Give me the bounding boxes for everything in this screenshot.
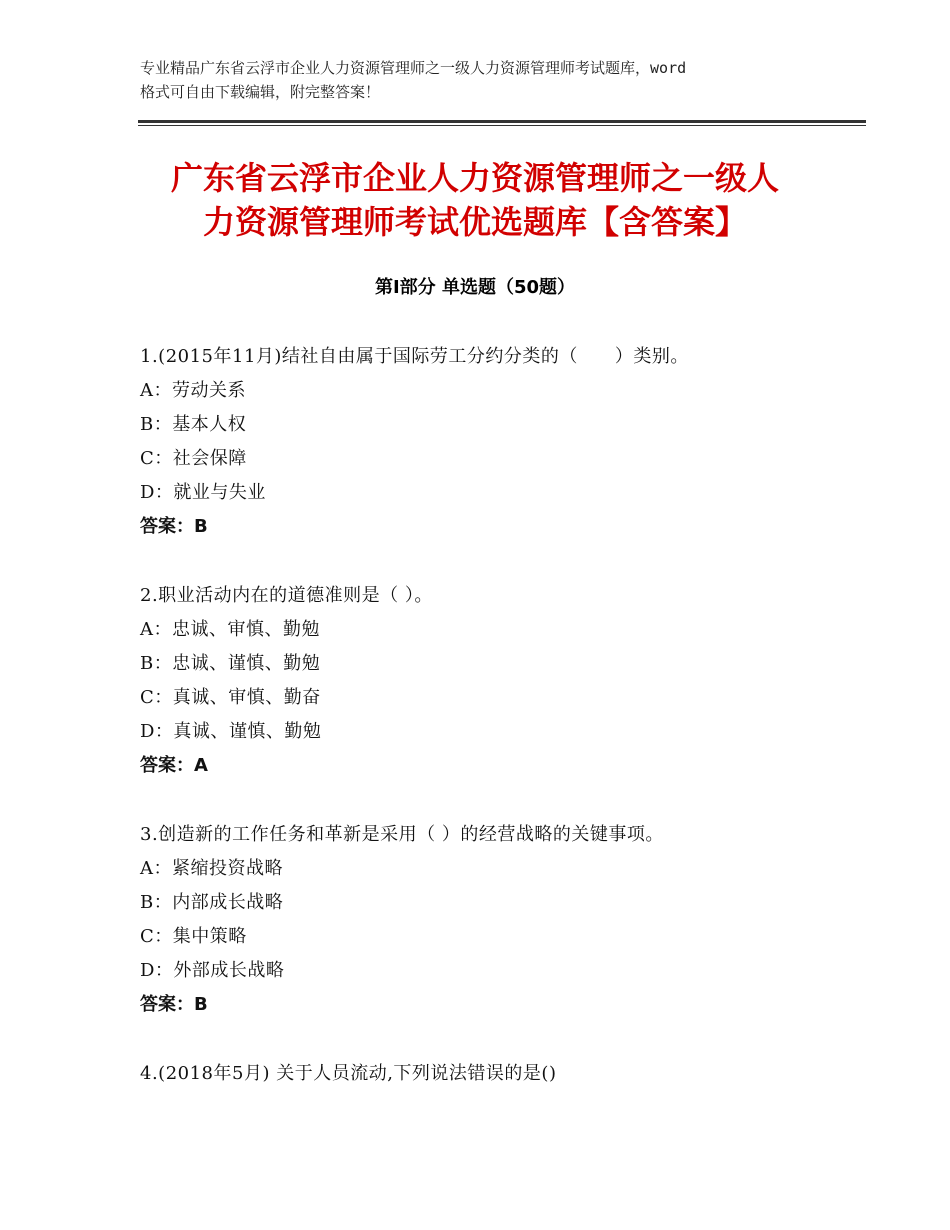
header-note-line-2: 格式可自由下载编辑，附完整答案！	[140, 83, 381, 101]
question-1	[140, 340, 860, 544]
answer: 答案：B	[140, 516, 208, 537]
question-2	[140, 579, 860, 783]
option-c: C：真诚、审慎、勤奋	[140, 687, 321, 708]
header-divider-thick	[138, 120, 866, 123]
document-title-line-2: 力资源管理师考试优选题库【含答案】	[202, 203, 747, 241]
option-d: D：外部成长战略	[140, 960, 285, 981]
option-a: A：劳动关系	[140, 380, 246, 401]
answer: 答案：A	[140, 755, 208, 776]
header-note-line-1: 专业精品广东省云浮市企业人力资源管理师之一级人力资源管理师考试题库，word	[140, 59, 687, 77]
question-4	[140, 1057, 860, 1091]
section-title: 第Ⅰ部分 单选题（50题）	[374, 277, 575, 298]
option-d: D：就业与失业	[140, 482, 266, 503]
option-a: A：忠诚、审慎、勤勉	[140, 619, 320, 640]
question-stem: 4.(2018年5月) 关于人员流动,下列说法错误的是()	[140, 1063, 557, 1084]
option-c: C：社会保障	[140, 448, 247, 469]
question-3	[140, 818, 860, 1022]
option-b: B：基本人权	[140, 414, 247, 435]
document-title	[100, 156, 850, 244]
option-d: D：真诚、谨慎、勤勉	[140, 721, 322, 742]
option-b: B：内部成长战略	[140, 892, 284, 913]
question-stem: 1.(2015年11月)结社自由属于国际劳工分约分类的（ ）类别。	[140, 346, 689, 367]
header-note	[140, 56, 830, 104]
question-stem: 3.创造新的工作任务和革新是采用（ ）的经营战略的关键事项。	[140, 824, 664, 845]
question-stem: 2.职业活动内在的道德准则是（ ）。	[140, 585, 433, 606]
header-divider-thin	[138, 125, 866, 126]
option-b: B：忠诚、谨慎、勤勉	[140, 653, 321, 674]
document-title-line-1: 广东省云浮市企业人力资源管理师之一级人	[170, 159, 779, 197]
answer: 答案：B	[140, 994, 208, 1015]
option-c: C：集中策略	[140, 926, 247, 947]
option-a: A：紧缩投资战略	[140, 858, 283, 879]
